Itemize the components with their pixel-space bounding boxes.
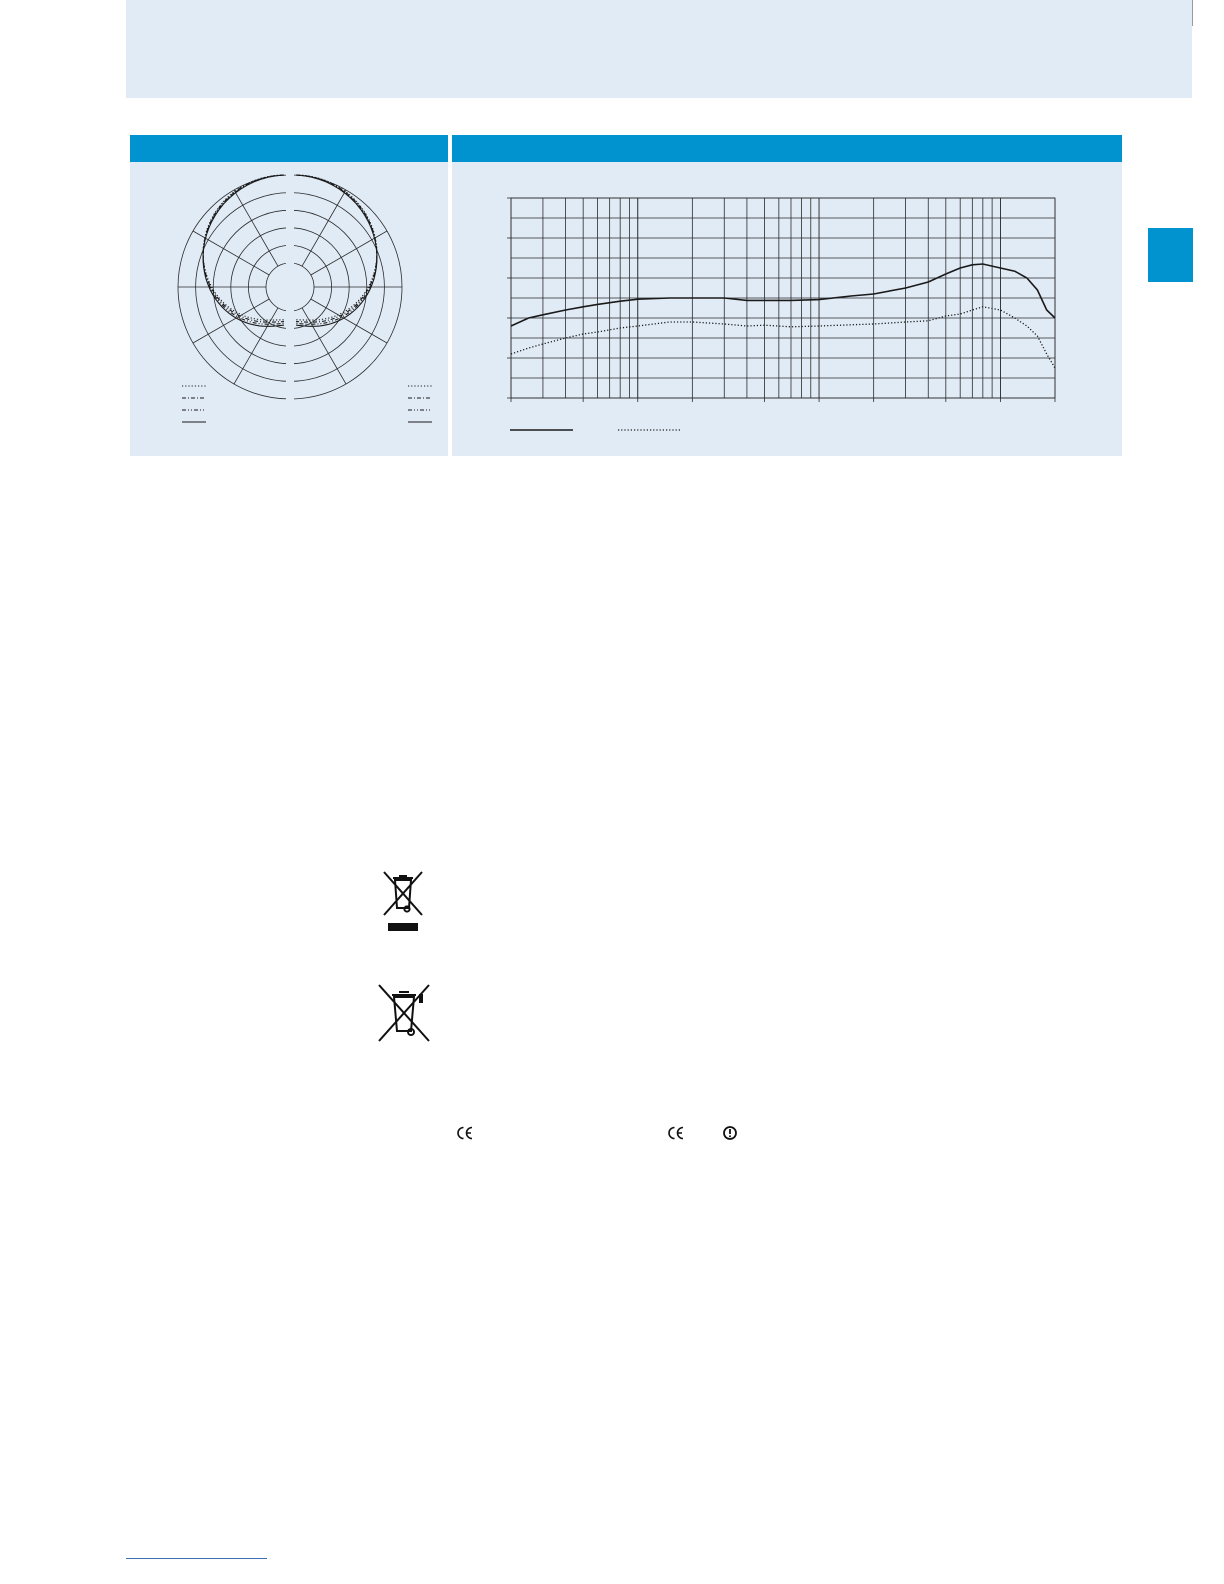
polar-pattern-panel-header <box>130 135 448 162</box>
polar-center-gap <box>286 171 294 403</box>
polar-curve <box>203 175 284 322</box>
polar-pattern-diagram <box>130 162 448 456</box>
frequency-response-panel-header <box>452 135 1122 162</box>
header-band <box>126 0 1192 98</box>
series-line <box>511 264 1055 326</box>
ce-mark-icon <box>667 1126 685 1140</box>
polar-grid <box>178 171 402 403</box>
polar-legend <box>182 386 432 422</box>
crop-mark-rule <box>1192 0 1193 26</box>
alert-circle-icon <box>722 1125 738 1141</box>
polar-curve <box>296 175 377 322</box>
weee-device-symbol-icon <box>376 982 432 1044</box>
series-line <box>511 307 1055 368</box>
weee-battery-symbol-icon <box>380 868 426 934</box>
ce-mark-icon <box>456 1126 474 1140</box>
chapter-tab[interactable] <box>1148 228 1193 282</box>
footer-rule <box>126 1558 267 1559</box>
frequency-series <box>511 264 1055 368</box>
frequency-response-chart <box>452 162 1122 456</box>
